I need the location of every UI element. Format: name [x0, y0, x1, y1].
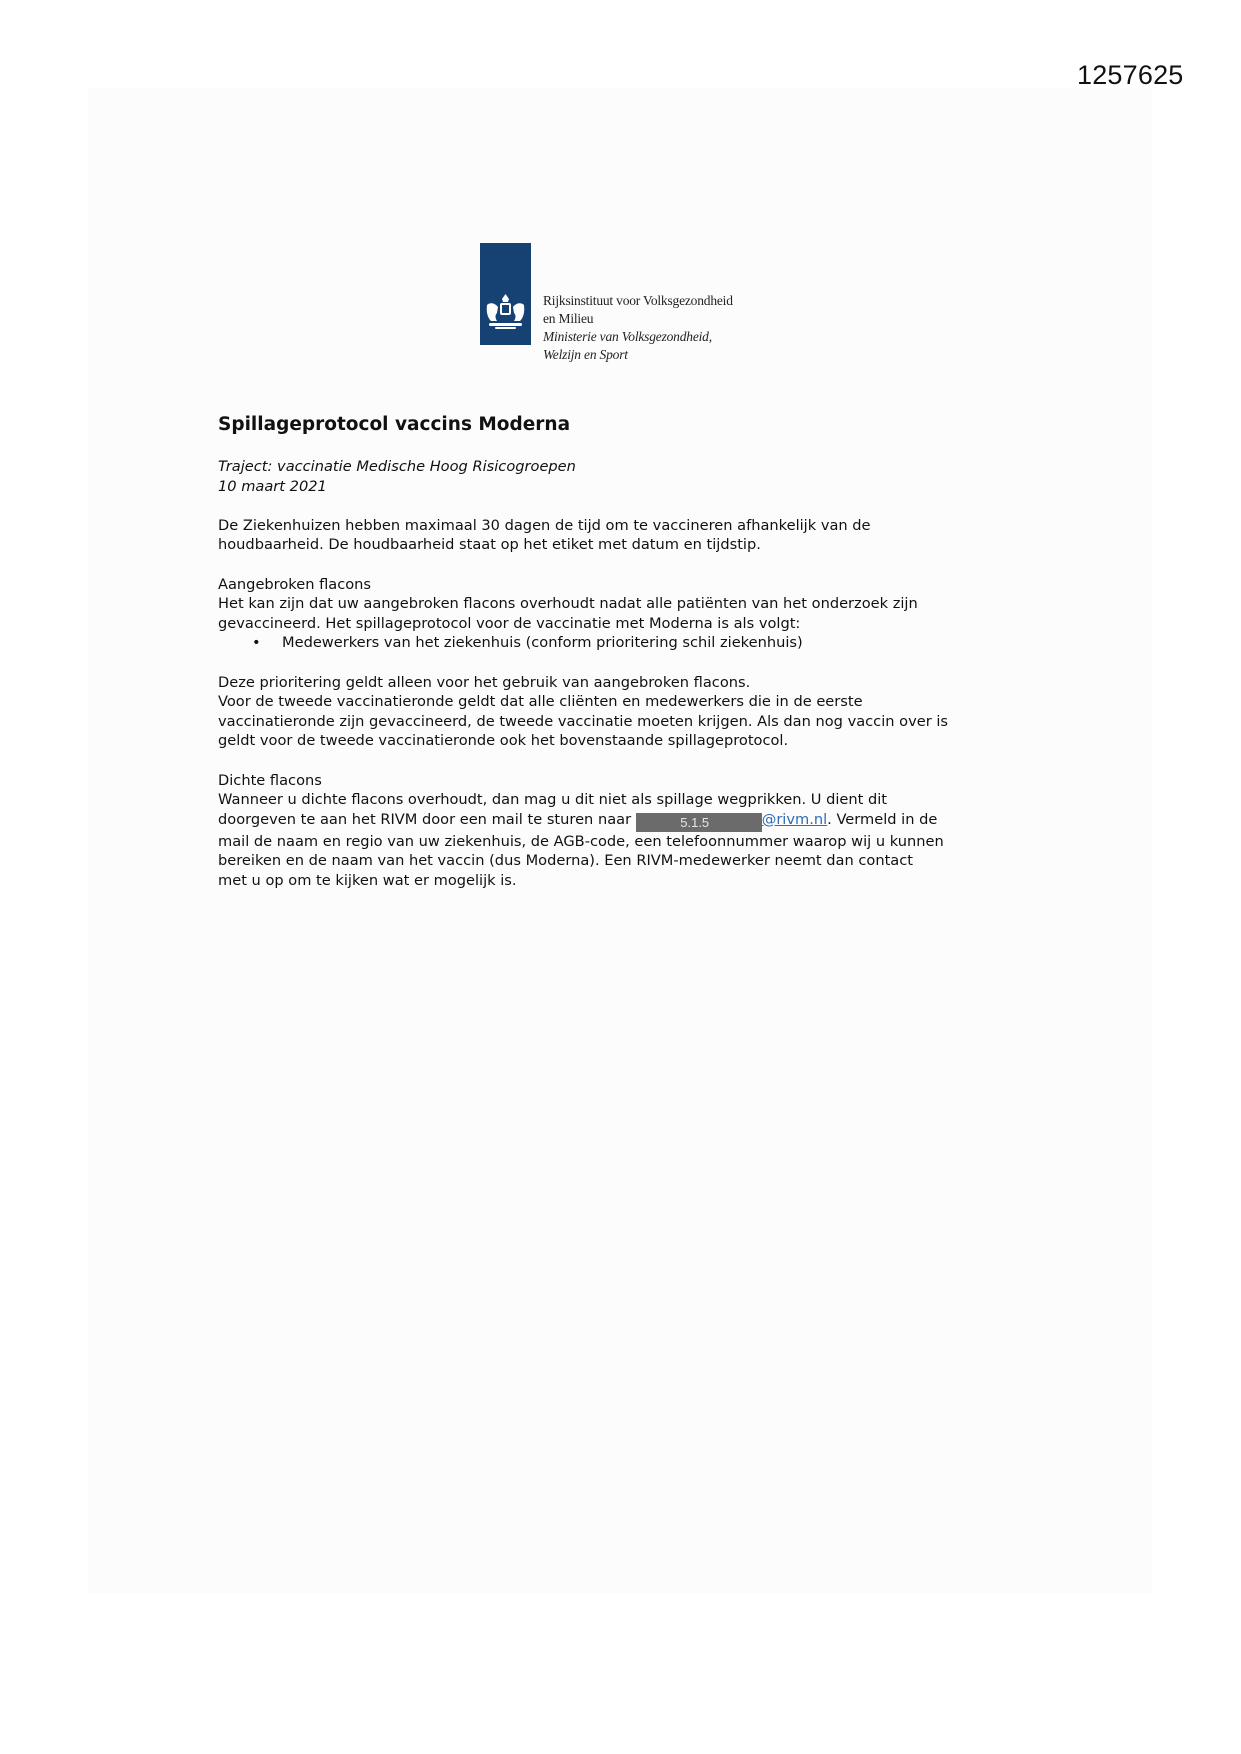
logo-text	[543, 292, 733, 364]
intro-line: houdbaarheid. De houdbaarheid staat op het etiket met datum en tijdstip.	[218, 536, 761, 554]
paragraph-line: met u op om te kijken wat er mogelijk is.	[218, 871, 517, 889]
text-before-email: doorgeven te aan het RIVM door een mail te sturen naar	[218, 810, 636, 828]
org-name-line1: Rijksinstituut voor Volksgezondheid	[543, 293, 733, 308]
paragraph-line: vaccinatieronde zijn gevaccineerd, de tweede vaccinatie moeten krijgen. Als dan nog vaccin over is	[218, 712, 948, 730]
paragraph-line: Het kan zijn dat uw aangebroken flacons overhoudt nadat alle patiënten van het onderzoek zijn	[218, 595, 918, 613]
bullet-icon: •	[252, 634, 261, 652]
email-link[interactable]: @rivm.nl	[761, 810, 828, 828]
ministry-line1: Ministerie van Volksgezondheid,	[543, 329, 712, 344]
document-date: 10 maart 2021	[218, 477, 327, 495]
document-body	[218, 413, 1018, 890]
org-name-line2: en Milieu	[543, 311, 594, 326]
intro-line: De Ziekenhuizen hebben maximaal 30 dagen de tijd om te vaccineren afhankelijk van de	[218, 516, 871, 534]
document-subtitle: Traject: vaccinatie Medische Hoog Risicogroepen	[218, 458, 576, 475]
rijksoverheid-logo	[480, 243, 531, 345]
paragraph-line: bereiken en de naam van het vaccin (dus Moderna). Een RIVM-medewerker neemt dan contact	[218, 852, 913, 870]
section-heading-opened-vials: Aangebroken flacons	[218, 575, 372, 593]
paragraph-line: Deze prioritering geldt alleen voor het gebruik van aangebroken flacons.	[218, 673, 751, 691]
paragraph-line: mail de naam en regio van uw ziekenhuis, de AGB-code, een telefoonnummer waarop wij u kunnen	[218, 832, 944, 850]
coat-of-arms-icon	[483, 293, 528, 333]
paragraph-line: geldt voor de tweede vaccinatieronde ook het bovenstaande spillageprotocol.	[218, 732, 789, 750]
paragraph-line: gevaccineerd. Het spillageprotocol voor de vaccinatie met Moderna is als volgt:	[218, 614, 801, 632]
priority-list	[218, 633, 1018, 653]
document-title: Spillageprotocol vaccins Moderna	[218, 414, 571, 435]
list-item	[218, 633, 1018, 653]
paragraph-line: Voor de tweede vaccinatieronde geldt dat alle cliënten en medewerkers die in de eerste	[218, 693, 863, 711]
list-item-text: Medewerkers van het ziekenhuis (conform prioritering schil ziekenhuis)	[282, 634, 803, 652]
document-id: 1257625	[1077, 60, 1184, 90]
text-after-email: . Vermeld in de	[827, 810, 938, 828]
paragraph-line-email	[218, 810, 1018, 832]
redacted-block: 5.1.5	[636, 813, 762, 832]
section-heading-closed-vials: Dichte flacons	[218, 771, 322, 789]
ministry-line2: Welzijn en Sport	[543, 347, 628, 362]
paragraph-line: Wanneer u dichte flacons overhoudt, dan mag u dit niet als spillage wegprikken. U dient dit	[218, 791, 888, 809]
